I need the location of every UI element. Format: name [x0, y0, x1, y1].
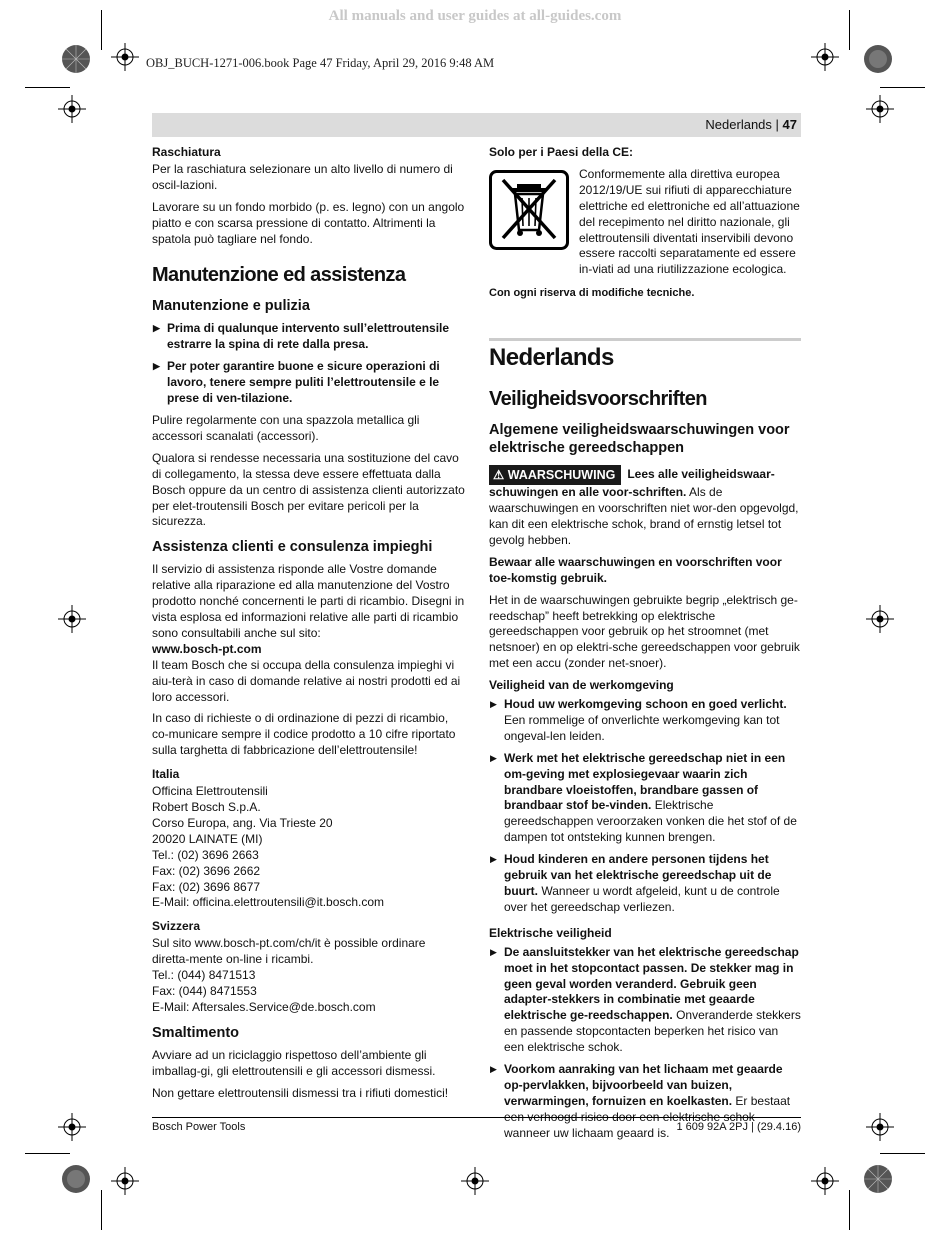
item-rest: Wanneer u wordt afgeleid, kunt u de controle over het gereedschap verliezen.: [504, 884, 780, 914]
address-line: Tel.: (02) 3696 2663: [152, 847, 259, 862]
item-rest: Een rommelige of onverlichte werkomgeving kan tot ongeval-len leiden.: [504, 712, 780, 743]
crop-mark: [880, 87, 925, 88]
address-line: Corso Europa, ang. Via Trieste 20: [152, 815, 333, 830]
item-bold: De aansluitstekker van het elektrische gereedschap moet in het stopcontact passen. De stekker mag in geen geval worden veranderd. Gebruik geen adapter-stekkers in combinatie met geaarde elektrische ge-reedschappen.: [504, 944, 799, 1023]
warning-badge: ⚠ WAARSCHUWING: [489, 465, 621, 485]
item-rest: Onveranderde stekkers en passende stopcontacten beperken het risico van een elektrische schok.: [504, 1008, 801, 1055]
raschiatura-p1: Per la raschiatura selezionare un alto livello di numero di oscil-lazioni.: [152, 161, 453, 192]
list-item: ▶ Prima di qualunque intervento sull’elettroutensile estrarre la spina di rete dalla presa.: [152, 321, 465, 353]
crossed-bin-icon: [489, 170, 569, 250]
crop-mark: [25, 87, 70, 88]
list-item: ▶ Per poter garantire buone e sicure operazioni di lavoro, tenere sempre puliti l’elettroutensile e le prese di ven-tilazione.: [152, 359, 465, 407]
list-item: [489, 751, 801, 846]
crosshair-icon: [866, 1113, 894, 1141]
address-line: Robert Bosch S.p.A.: [152, 800, 261, 814]
item-bold: Voorkom aanraking van het lichaam met geaarde op-pervlakken, bijvoorbeeld van buizen, verwarmingen, fornuizen en koelkasten.: [504, 1062, 783, 1108]
crop-mark: [849, 10, 850, 50]
footer-right: 1 609 92A 2PJ | (29.4.16): [676, 1121, 801, 1133]
svizzera-title: Svizzera: [152, 919, 201, 934]
raschiatura-title: Raschiatura: [152, 145, 221, 159]
warning-rest: Als de waarschuwingen en voorschriften niet wor-den opgevolgd, kan dit een elektrische schok, brand of ernstig letsel tot gevolg hebben.: [489, 485, 799, 547]
crosshair-icon: [111, 1167, 139, 1195]
registration-mark-icon: [60, 1163, 92, 1195]
elektrisch-title: Elektrische veiligheid: [489, 925, 612, 940]
address-line: Fax: (02) 3696 8677: [152, 879, 261, 894]
crop-mark: [101, 10, 102, 50]
crosshair-icon: [866, 95, 894, 123]
crop-mark: [101, 1190, 102, 1230]
item-bold: Houd uw werkomgeving schoon en goed verlicht.: [504, 697, 787, 712]
algemene-subtitle: Algemene veiligheidswaarschuwingen voor elektrische gereedschappen: [489, 422, 790, 457]
ce-text: Conformemente alla direttiva europea 2012/19/UE sui rifiuti di apparecchiature elettriche ed elettroniche ed all’attuazione del recepimento nel diritto nazionale, gli elettroutensili diventati inservibili devono essere raccolti separatamente ed essere in-viati ad una riutilizzazione ecologica.: [579, 166, 800, 277]
italia-address: [152, 784, 465, 911]
address-line: Officina Elettroutensili: [152, 784, 268, 799]
address-line: 20020 LAINATE (MI): [152, 831, 263, 846]
crosshair-icon: [811, 43, 839, 71]
address-line: Fax: (044) 8471553: [152, 983, 257, 998]
page-header: [152, 113, 801, 137]
manutenzione-p2: Qualora si rendesse necessaria una sostituzione del cavo di collegamento, la stessa deve essere effettuata dalla Bosch oppure da un centro di assistenza clienti autorizzato per elet-troutensili Bosch per evitare pericoli per la sicurezza.: [152, 450, 465, 529]
crosshair-icon: [111, 43, 139, 71]
header-separator: |: [771, 117, 783, 132]
assistenza-subtitle: Assistenza clienti e consulenza impieghi: [152, 539, 433, 556]
right-column: [489, 145, 801, 1148]
footer-rule: [152, 1117, 801, 1118]
registration-mark-icon: [60, 43, 92, 75]
warning-badge-label: WAARSCHUWING: [507, 468, 616, 483]
item-bold: Houd kinderen en andere personen tijdens het gebruik van het elektrische gereedschap uit de buurt.: [504, 852, 772, 898]
smaltimento-p2: Non gettare elettroutensili dismessi tra i rifiuti domestici!: [152, 1085, 449, 1100]
crosshair-icon: [58, 95, 86, 123]
address-line: Tel.: (044) 8471513: [152, 968, 256, 983]
werkomgeving-list: [489, 697, 801, 916]
list-item: [489, 697, 801, 745]
left-column: [152, 145, 465, 1108]
crosshair-icon: [58, 605, 86, 633]
registration-mark-icon: [862, 1163, 894, 1195]
list-item: [489, 945, 801, 1056]
list-item: [489, 852, 801, 916]
page-number: 47: [782, 117, 797, 132]
warning-paragraph: [489, 465, 801, 549]
header-text: [705, 117, 797, 132]
raschiatura-p2: Lavorare su un fondo morbido (p. es. legno) con un angolo piatto e con scarsa pressione di contatto. Altrimenti la spatola può tagliare nel fondo.: [152, 199, 465, 246]
bewaar-note: Bewaar alle waarschuwingen en voorschriften voor toe-komstig gebruik.: [489, 554, 782, 585]
header-section: Nederlands: [705, 117, 772, 132]
section-rule: [489, 338, 801, 341]
item-bold: Werk met het elektrische gereedschap niet in een om-geving met explosiegevaar waarin zich brandbare vloeistoffen, brandbare gassen of brandbaar stof be-vinden.: [504, 750, 786, 813]
italia-title: Italia: [152, 767, 180, 782]
assistenza-p3: In caso di richieste o di ordinazione di pezzi di ricambio, co-municare sempre il codice prodotto a 10 cifre riportato sulla targhetta di fabbricazione dell’elettroutensile!: [152, 711, 456, 758]
crop-mark: [849, 1190, 850, 1230]
registration-mark-icon: [862, 43, 894, 75]
crosshair-icon: [866, 605, 894, 633]
language-title: Nederlands: [489, 344, 614, 372]
address-line: E-Mail: Aftersales.Service@de.bosch.com: [152, 999, 376, 1014]
assistenza-p1: Il servizio di assistenza risponde alle Vostre domande relative alla riparazione ed alla manutenzione del Vostro prodotto nonché concernenti le parti di ricambio. Disegni in vista esplosa ed informazioni relative alle parti di ricambio sono consultabili anche sul sito:: [152, 562, 465, 640]
smaltimento-p1: Avviare ad un riciclaggio rispettoso dell’ambiente gli imballag-gi, gli elettroutensili e gli accessori dismessi.: [152, 1047, 436, 1078]
ce-block: [489, 167, 801, 278]
manutenzione-p1: Pulire regolarmente con una spazzola metallica gli accessori scanalati (accessori).: [152, 412, 420, 443]
manutenzione-title: Manutenzione ed assistenza: [152, 264, 406, 287]
smaltimento-subtitle: Smaltimento: [152, 1024, 240, 1041]
ce-title: Solo per i Paesi della CE:: [489, 145, 634, 159]
assistenza-p2: Il team Bosch che si occupa della consulenza impieghi vi aiu-terà in caso di domande relative ai nostri prodotti ed ai loro accessori.: [152, 657, 461, 704]
riserva-note: Con ogni riserva di modifiche tecniche.: [489, 287, 695, 300]
assistenza-url[interactable]: www.bosch-pt.com: [152, 641, 262, 656]
elektrisch-list: [489, 945, 801, 1142]
address-line: E-Mail: officina.elettroutensili@it.bosch.com: [152, 895, 385, 910]
crosshair-icon: [58, 1113, 86, 1141]
watermark: All manuals and user guides at all-guides.com: [328, 8, 622, 24]
manutenzione-subtitle: Manutenzione e pulizia: [152, 298, 310, 315]
address-line: Fax: (02) 3696 2662: [152, 863, 261, 878]
warning-bold: Lees alle veiligheidswaar-schuwingen en alle voor-schriften.: [489, 467, 775, 500]
item-rest: Elektrische gereedschappen veroorzaken vonken die het stof of de dampen tot ontsteking kunnen brengen.: [504, 798, 797, 845]
book-info: OBJ_BUCH-1271-006.book Page 47 Friday, April 29, 2016 9:48 AM: [146, 56, 495, 70]
manutenzione-list: [152, 321, 465, 407]
svizzera-address: [152, 936, 465, 1016]
item-rest: Er bestaat een verhoogd risico door een elektrische schok wanneer uw lichaam geaard is.: [504, 1093, 791, 1140]
begrip-paragraph: Het in de waarschuwingen gebruikte begrip „elektrisch ge-reedschap” heeft betrekking op elektrische gereedschappen voor gebruik op het stroomnet (met netsnoer) en op elektri-sche gereedschappen voor gebruik met een accu (zonder net-snoer).: [489, 592, 800, 671]
veiligheid-title: Veiligheidsvoorschriften: [489, 388, 707, 411]
crosshair-icon: [461, 1167, 489, 1195]
crop-mark: [25, 1153, 70, 1154]
svizzera-p: Sul sito www.bosch-pt.com/ch/it è possible ordinare diretta-mente on-line i ricambi.: [152, 936, 426, 967]
crop-mark: [880, 1153, 925, 1154]
werkomgeving-title: Veiligheid van de werkomgeving: [489, 678, 674, 693]
footer-left: Bosch Power Tools: [152, 1121, 246, 1133]
crosshair-icon: [811, 1167, 839, 1195]
